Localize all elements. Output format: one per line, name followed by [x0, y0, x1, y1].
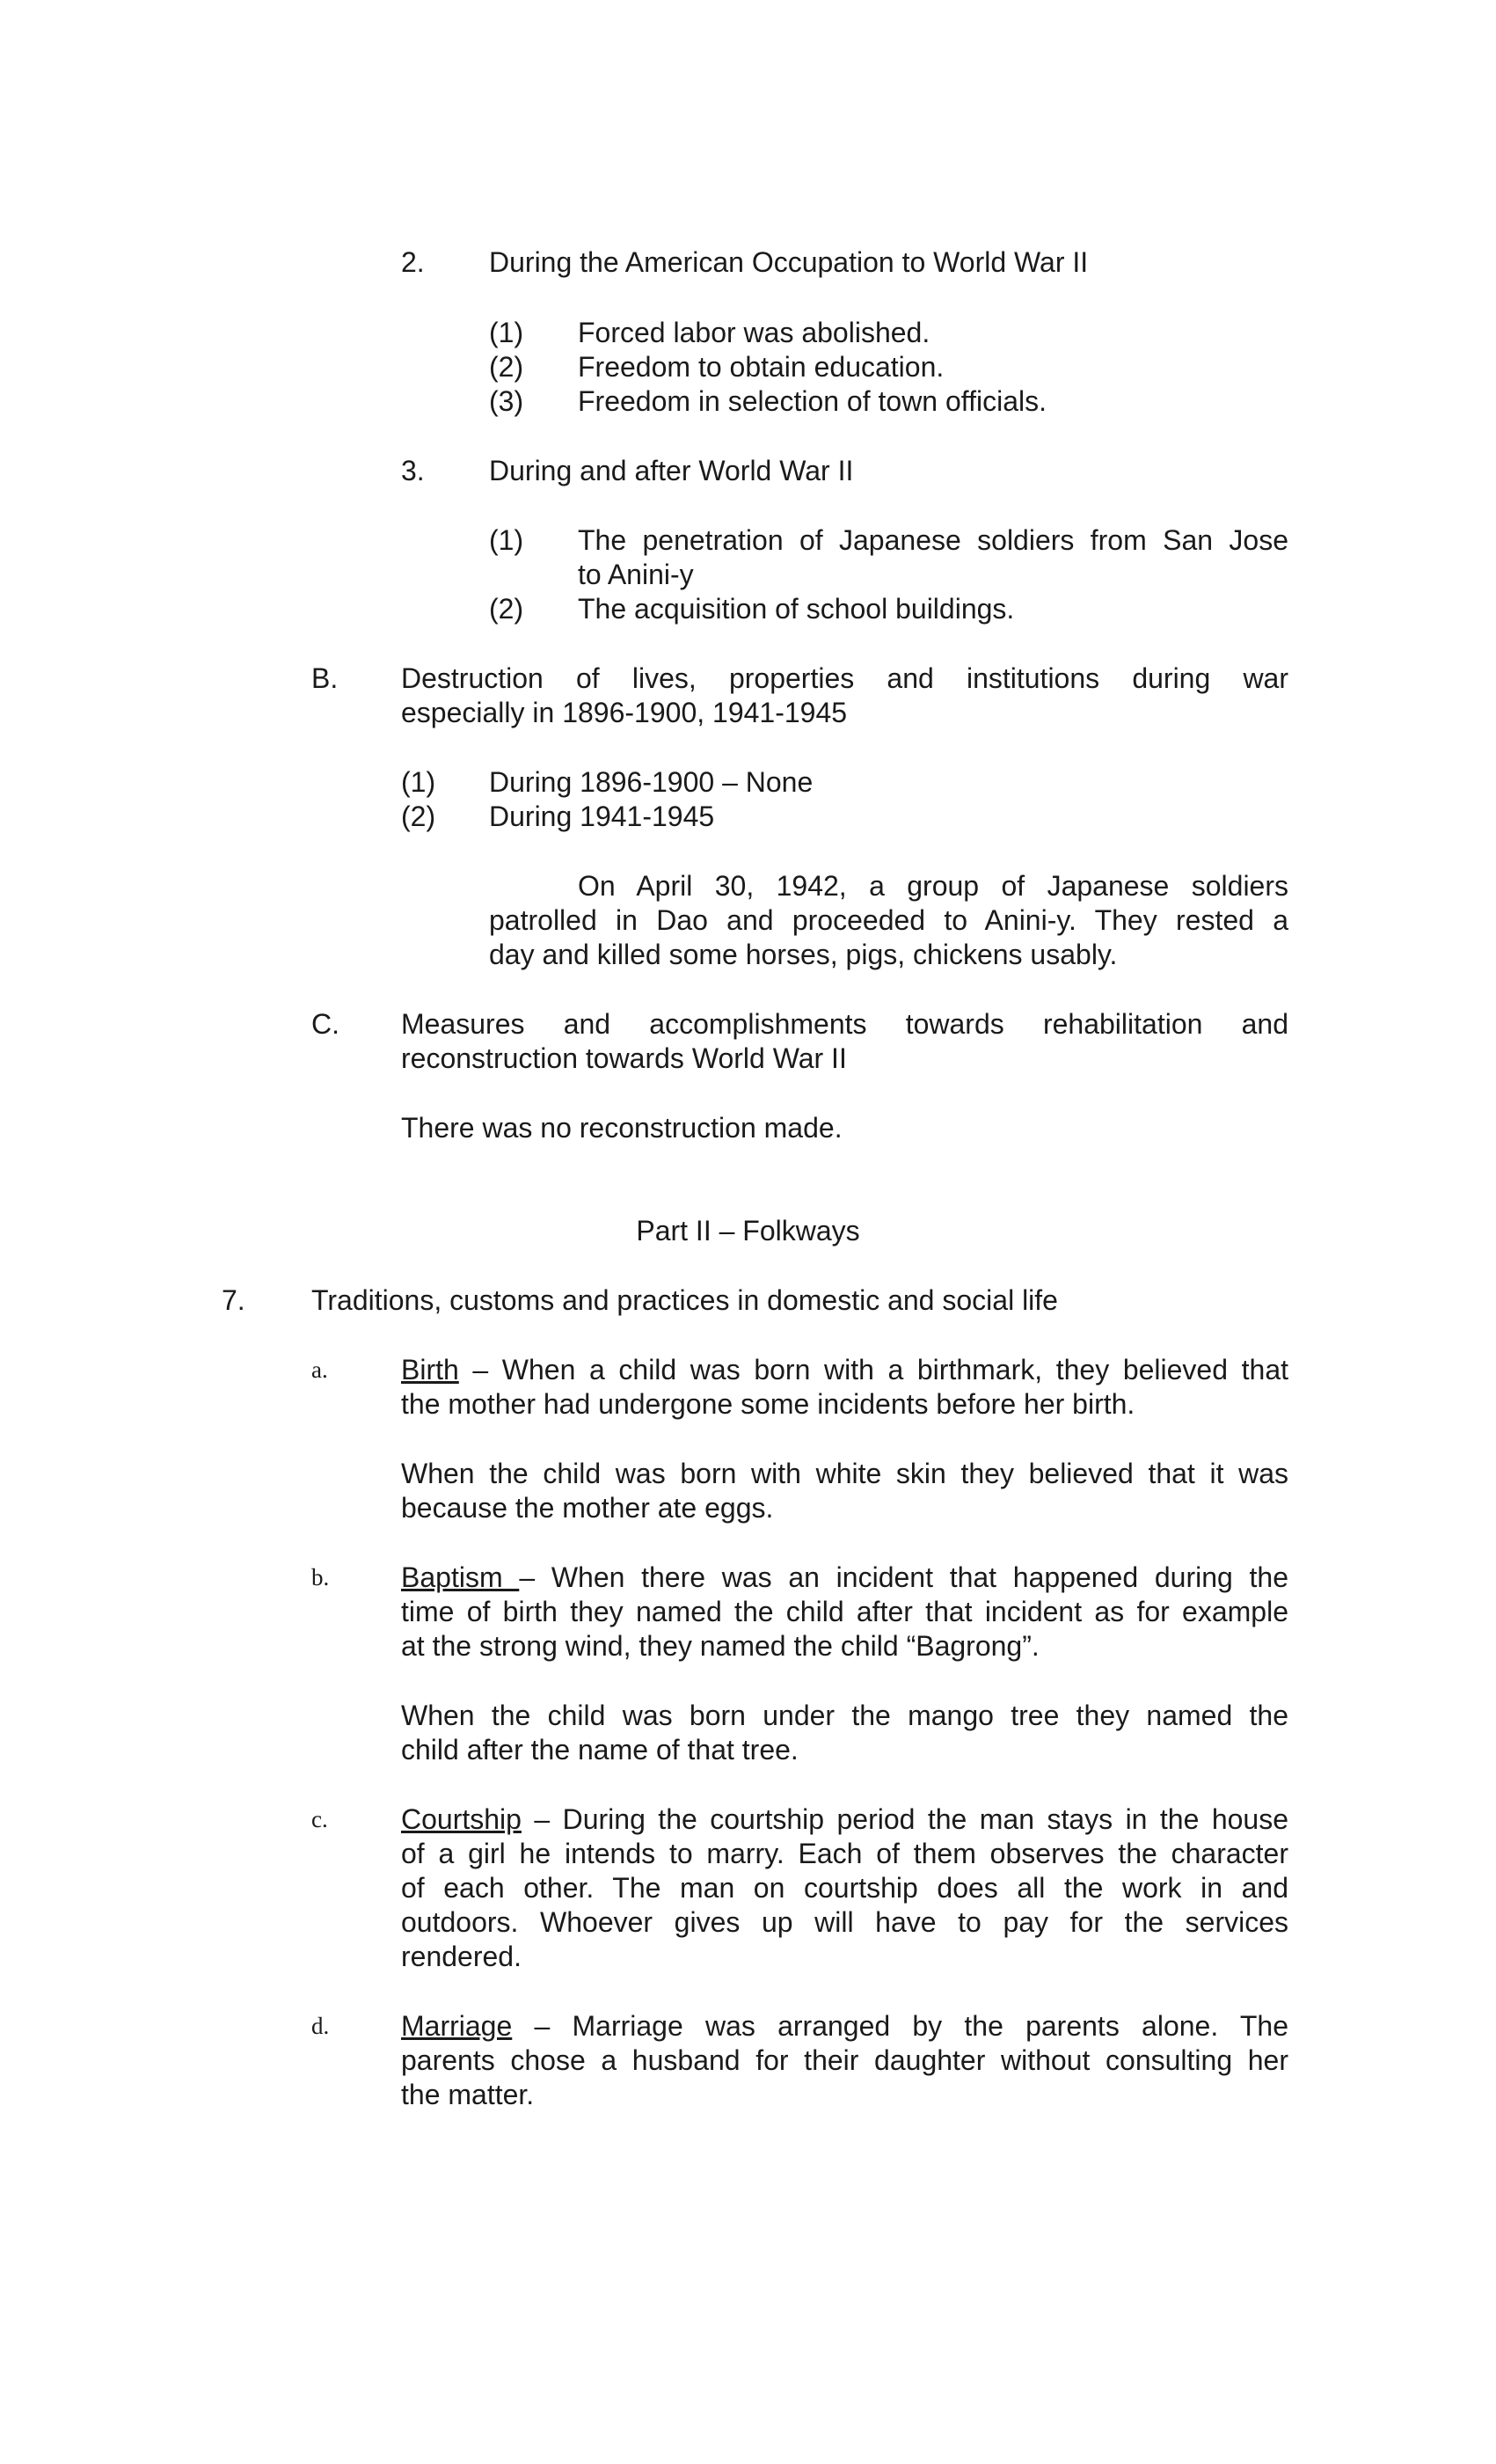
section-b-point-1-text: During 1896-1900 – None: [489, 766, 814, 798]
item-2-point-3-text: Freedom in selection of town officials.: [578, 385, 1047, 417]
section-b-paragraph-line-2: patrolled in Dao and proceeded to Anini-y. They rested a: [489, 904, 1288, 936]
entry-a-line-1-text: – When a child was born with a birthmark, they believed that: [458, 1354, 1288, 1386]
item-2-point-2-number: (2): [489, 351, 524, 383]
section-c-note: There was no reconstruction made.: [401, 1112, 843, 1144]
entry-b-line-3: at the strong wind, they named the child “Bagrong”.: [401, 1630, 1040, 1662]
entry-d-line-1: [401, 2008, 1288, 2044]
entry-c-line-1: [401, 1802, 1288, 1837]
entry-d-line-3: the matter.: [401, 2079, 535, 2110]
entry-a-para-2-line-2: because the mother ate eggs.: [401, 1492, 774, 1524]
entry-a-para-2-line-1: When the child was born with white skin they believed that it was: [401, 1458, 1288, 1489]
item-3-point-1-number: (1): [489, 524, 524, 556]
entry-c-letter: c.: [311, 1806, 328, 1832]
entry-a-line-2: the mother had undergone some incidents before her birth.: [401, 1388, 1135, 1420]
entry-a-line-1: [401, 1352, 1288, 1387]
item-3-point-2-text: The acquisition of school buildings.: [578, 593, 1015, 625]
entry-b-letter: b.: [311, 1564, 330, 1590]
entry-c-line-2: of a girl he intends to marry. Each of them observes the character: [401, 1838, 1288, 1869]
section-b-paragraph-line-3: day and killed some horses, pigs, chickens usably.: [489, 939, 1118, 970]
section-b-paragraph-line-1: On April 30, 1942, a group of Japanese soldiers: [578, 870, 1288, 902]
entry-d-line-2: parents chose a husband for their daughter without consulting her: [401, 2044, 1288, 2076]
item-3-point-2-number: (2): [489, 593, 524, 625]
section-b-line-2: especially in 1896-1900, 1941-1945: [401, 697, 848, 728]
entry-b-line-1: [401, 1560, 1288, 1595]
item-2-point-2-text: Freedom to obtain education.: [578, 351, 945, 383]
entry-a-letter: a.: [311, 1356, 328, 1383]
section-b-line-1: Destruction of lives, properties and institutions during war: [401, 662, 1288, 694]
item-2-point-1-text: Forced labor was abolished.: [578, 317, 930, 348]
item-3-point-1-line-2: to Anini-y: [578, 559, 694, 590]
entry-b-line-2: time of birth they named the child after that incident as for example: [401, 1596, 1288, 1627]
section-b-point-2-text: During 1941-1945: [489, 801, 715, 832]
part-2-heading: Part II – Folkways: [636, 1215, 860, 1247]
entry-c-line-4: outdoors. Whoever gives up will have to pay for the services: [401, 1906, 1288, 1938]
item-7-number: 7.: [222, 1284, 245, 1316]
entry-a-term: Birth: [401, 1354, 459, 1386]
item-2-point-1-number: (1): [489, 317, 524, 348]
section-c-line-2: reconstruction towards World War II: [401, 1042, 847, 1074]
item-3-title: During and after World War II: [489, 455, 854, 486]
entry-c-line-1-text: – During the courtship period the man stays in the house: [521, 1803, 1288, 1835]
entry-c-line-5: rendered.: [401, 1941, 522, 1972]
entry-b-line-1-text: – When there was an incident that happened during the: [519, 1561, 1289, 1593]
item-2-point-3-number: (3): [489, 385, 524, 417]
section-c-letter: C.: [311, 1008, 339, 1040]
entry-b-term: Baptism: [401, 1561, 520, 1593]
section-c-line-1: Measures and accomplishments towards rehabilitation and: [401, 1008, 1288, 1040]
item-3-number: 3.: [401, 455, 425, 486]
section-b-letter: B.: [311, 662, 339, 694]
section-b-point-1-number: (1): [401, 766, 436, 798]
item-3-point-1-line-1: The penetration of Japanese soldiers from San Jose: [578, 524, 1288, 556]
section-b-point-2-number: (2): [401, 801, 436, 832]
entry-d-line-1-text: – Marriage was arranged by the parents alone. The: [512, 2010, 1288, 2042]
entry-c-term: Courtship: [401, 1803, 522, 1835]
item-7-title: Traditions, customs and practices in domestic and social life: [311, 1284, 1058, 1316]
entry-d-term: Marriage: [401, 2010, 513, 2042]
entry-d-letter: d.: [311, 2013, 330, 2039]
entry-b-para-2-line-2: child after the name of that tree.: [401, 1734, 799, 1766]
item-2-number: 2.: [401, 246, 425, 278]
entry-c-line-3: of each other. The man on courtship does all the work in and: [401, 1872, 1288, 1904]
item-2-title: During the American Occupation to World War II: [489, 246, 1089, 278]
entry-b-para-2-line-1: When the child was born under the mango tree they named the: [401, 1700, 1288, 1731]
